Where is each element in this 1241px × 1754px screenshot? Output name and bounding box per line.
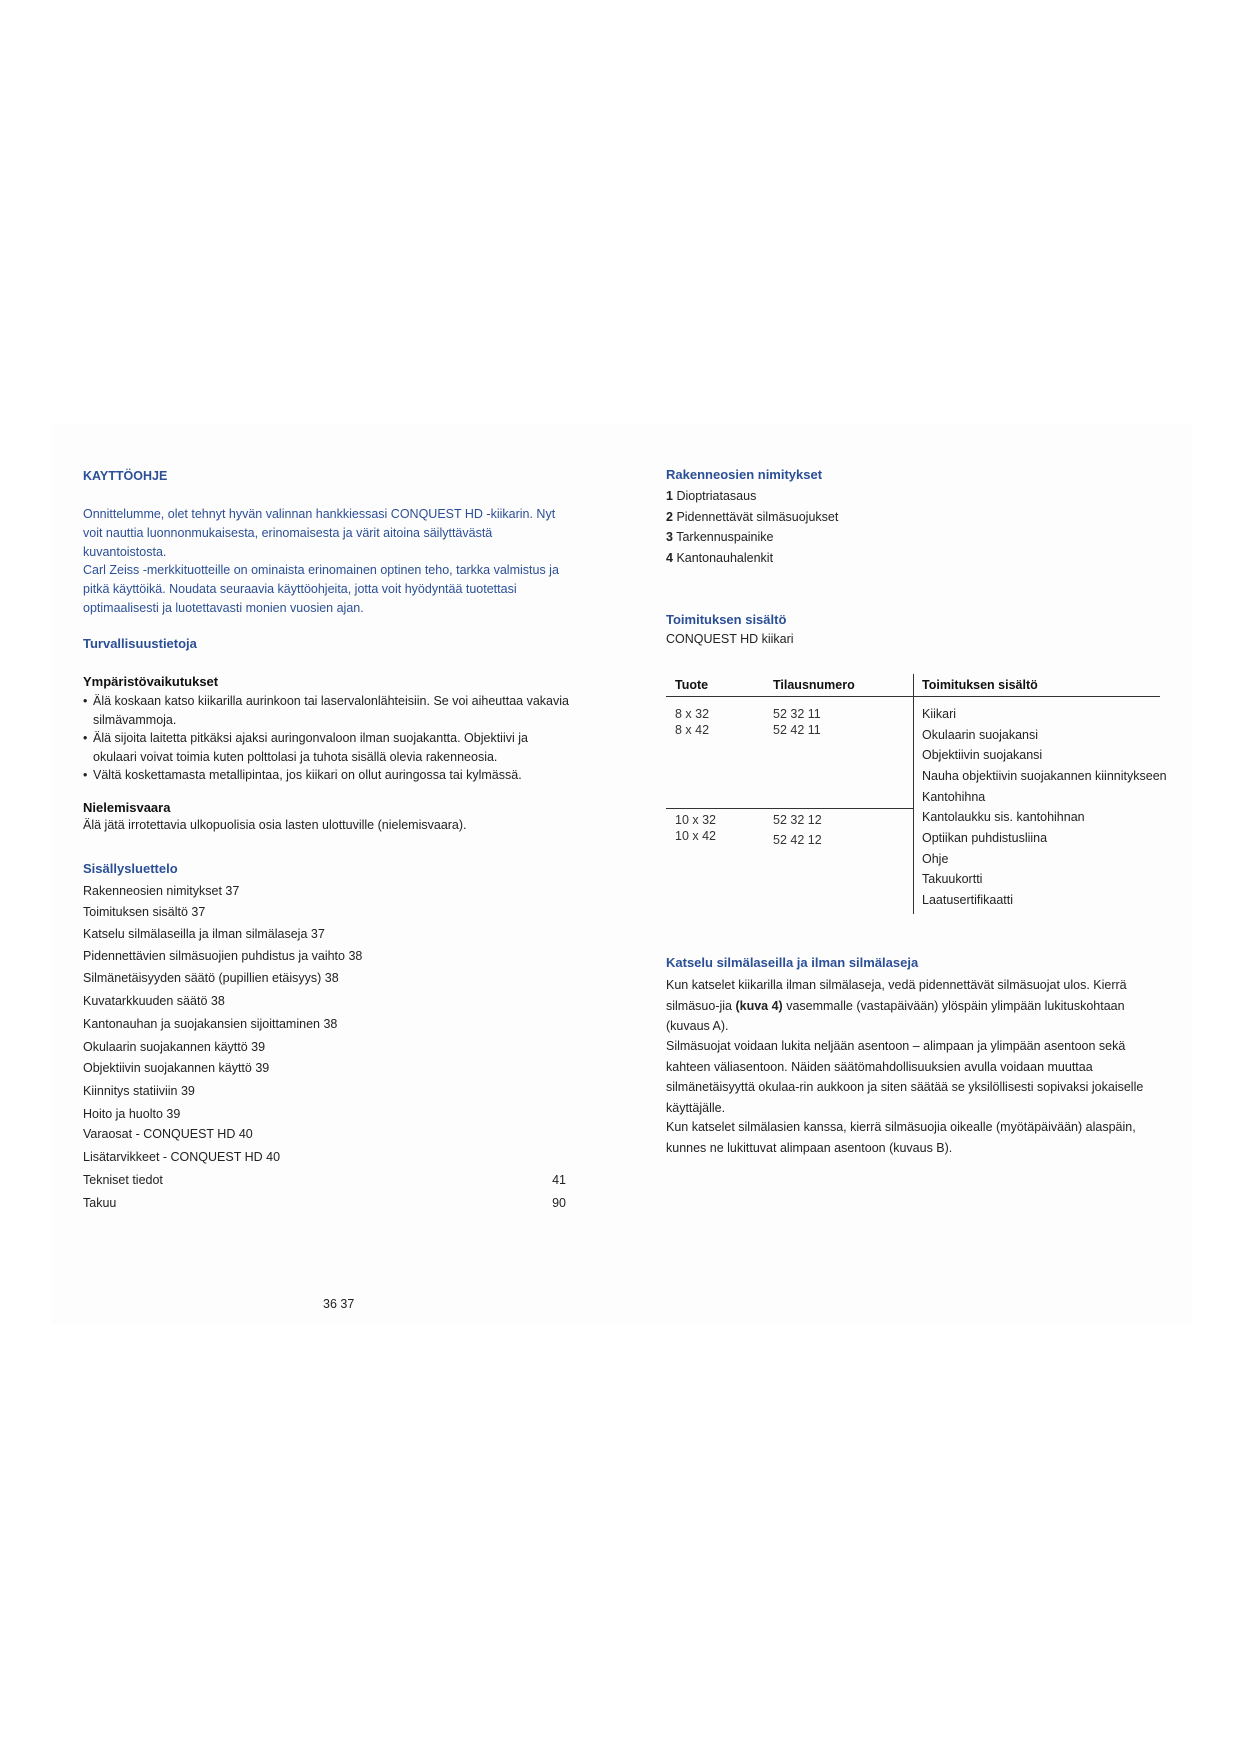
toc-item-page: 90 [552,1196,566,1210]
toc-item[interactable] [83,1107,566,1121]
table-cell-order-number: 52 32 12 [773,813,822,827]
table-cell-content: Ohje [922,852,949,866]
toc-item-label: Lisätarvikkeet - CONQUEST HD 40 [83,1150,281,1164]
table-cell-order-number: 52 42 11 [773,723,821,737]
toc-item-label: Toimituksen sisältö 37 [83,905,206,919]
table-header-order-number: Tilausnumero [773,678,855,692]
part-number: 3 [666,530,673,544]
intro-paragraph-2: Carl Zeiss -merkkituotteille on ominaista erinomainen optinen teho, tarkka valmistus ja pitkä käyttöikä. Noudata seuraavia käyttöohjeita, jotta voit hyödyntää tuotettasi optimaalisesti ja luotettavasti monien vuosien ajan. [83,563,559,615]
delivery-heading: Toimituksen sisältö [666,612,787,627]
table-cell-content: Optiikan puhdistusliina [922,831,1048,845]
part-label: Kantonauhalenkit [676,550,774,565]
table-cell-product: 8 x 42 [675,723,710,737]
table-cell-product: 8 x 32 [675,707,710,721]
table-header-product: Tuote [675,678,709,692]
toc-item-page: 41 [552,1173,566,1187]
toc-item-label: Hoito ja huolto 39 [83,1107,181,1121]
table-cell-order-number: 52 42 12 [773,833,822,847]
part-item [666,507,838,528]
environment-bullets [83,692,573,785]
toc-item[interactable] [83,994,566,1008]
toc-item-label: Silmänetäisyyden säätö (pupillien etäisyys) 38 [83,971,339,985]
choking-text: Älä jätä irrotettavia ulkopuolisia osia lasten ulottuville (nielemisvaara). [83,818,467,832]
part-label: Dioptriatasaus [676,489,757,503]
part-item [666,548,838,569]
table-cell-content: Kiikari [922,707,957,721]
viewing-p1-text-end: vasemmalle (vastapäivään) ylöspäin ylimpään lukituskohtaan (kuvaus A). [666,998,1125,1033]
table-header-contents: Toimituksen sisältö [922,678,1038,692]
toc-item-label: Kiinnitys statiiviin 39 [83,1084,195,1098]
safety-heading: Turvallisuustietoja [83,636,197,651]
toc-item-label: Rakenneosien nimitykset 37 [83,884,240,898]
toc-item-label: Tekniset tiedot [83,1173,163,1187]
table-cell-content: Laatusertifikaatti [922,893,1014,907]
toc-item[interactable] [83,1127,566,1141]
parts-heading: Rakenneosien nimitykset [666,467,823,482]
table-cell-order-number: 52 32 11 [773,707,821,721]
part-number: 1 [666,489,673,503]
choking-heading: Nielemisvaara [83,800,171,815]
viewing-paragraph-3: Kun katselet silmälasien kanssa, kierrä silmäsuojia oikealle (myötäpäivään) alaspäin, kunnes ne lukittuvat alimpaan asentoon (kuvaus B). [666,1120,1136,1155]
table-cell-content: Kantolaukku sis. kantohihnan [922,810,1085,824]
delivery-subtitle: CONQUEST HD kiikari [666,632,794,646]
toc-item-label: Objektiivin suojakannen käyttö 39 [83,1061,270,1075]
part-label: Tarkennuspainike [676,530,774,544]
toc-item[interactable] [83,1150,566,1164]
toc-item[interactable] [83,1040,566,1054]
toc-item[interactable] [83,971,566,985]
env-bullet: • Älä sijoita laitetta pitkäksi ajaksi auringonvaloon ilman suojakantta. Objektiivi ja okulaari voivat toimia kuten polttolasi ja tuhota sisällä olevia rakenneosia. [83,729,573,766]
toc-item[interactable] [83,1173,566,1187]
figure-reference: (kuva 4) [735,998,783,1013]
table-cell-content: Kantohihna [922,790,986,804]
table-cell-content: Nauha objektiivin suojakannen kiinnitykseen [922,769,1167,783]
table-cell-content: Takuukortti [922,872,983,886]
table-column-divider [913,674,914,914]
toc-item-label: Takuu [83,1196,117,1210]
page-numbers: 36 37 [323,1297,355,1311]
toc-item-label: Varaosat - CONQUEST HD 40 [83,1127,253,1141]
table-cell-content: Okulaarin suojakansi [922,728,1039,742]
toc-item[interactable] [83,905,566,919]
toc-item-label: Kuvatarkkuuden säätö 38 [83,994,225,1008]
toc-item[interactable] [83,1061,566,1075]
manual-title: KAYTTÖOHJE [83,469,168,483]
table-cell-content: Objektiivin suojakansi [922,748,1043,762]
viewing-paragraph-1 [666,975,1160,1037]
toc-item[interactable] [83,1084,566,1098]
toc-item-label: Okulaarin suojakannen käyttö 39 [83,1040,266,1054]
toc-item[interactable] [83,1017,566,1031]
table-cell-product: 10 x 32 [675,813,717,827]
viewing-p1-text: Kun katselet kiikarilla ilman silmälaseja, vedä pidennettävät silmäsuojat ulos. Kierrä silmäsuo-jia [666,978,1127,1013]
intro-paragraph-1: Onnittelumme, olet tehnyt hyvän valinnan hankkiessasi CONQUEST HD -kiikarin. Nyt voit nauttia luonnonmukaisesta, erinomaisesta ja värit aitoina säilyttävästä kuvantoistosta. [83,507,556,559]
toc-item[interactable] [83,949,566,963]
part-number: 4 [666,550,673,565]
viewing-paragraph-2: Silmäsuojat voidaan lukita neljään asentoon – alimpaan ja ylimpään asentoon sekä kahteen väliasentoon. Näiden säätömahdollisuuksien avulla voidaan muuttaa silmänetäisyyttä okulaa-rin aukkoon ja siten säätää se yksilöllisesti sopivaksi jokaiselle käyttäjälle. [666,1039,1144,1115]
part-item [666,486,838,507]
toc-item[interactable] [83,927,566,941]
toc-item-label: Pidennettävien silmäsuojien puhdistus ja vaihto 38 [83,949,363,963]
table-cell-product: 10 x 42 [675,829,717,843]
toc-item[interactable] [83,1196,566,1210]
part-label: Pidennettävät silmäsuojukset [676,509,839,524]
toc-heading: Sisällysluettelo [83,861,178,876]
part-item [666,527,838,548]
table-group-rule [666,808,914,809]
environment-heading: Ympäristövaikutukset [83,674,219,689]
env-bullet: • Vältä koskettamasta metallipintaa, jos kiikari on ollut auringossa tai kylmässä. [83,766,573,785]
toc-item-label: Katselu silmälaseilla ja ilman silmälaseja 37 [83,927,325,941]
viewing-heading: Katselu silmälaseilla ja ilman silmälaseja [666,955,919,970]
parts-list [666,486,838,568]
toc-item[interactable] [83,884,566,898]
part-number: 2 [666,509,673,524]
toc-item-label: Kantonauhan ja suojakansien sijoittaminen 38 [83,1017,338,1031]
env-bullet: • Älä koskaan katso kiikarilla aurinkoon tai laservalonlähteisiin. Se voi aiheuttaa vakavia silmävammoja. [83,692,573,729]
